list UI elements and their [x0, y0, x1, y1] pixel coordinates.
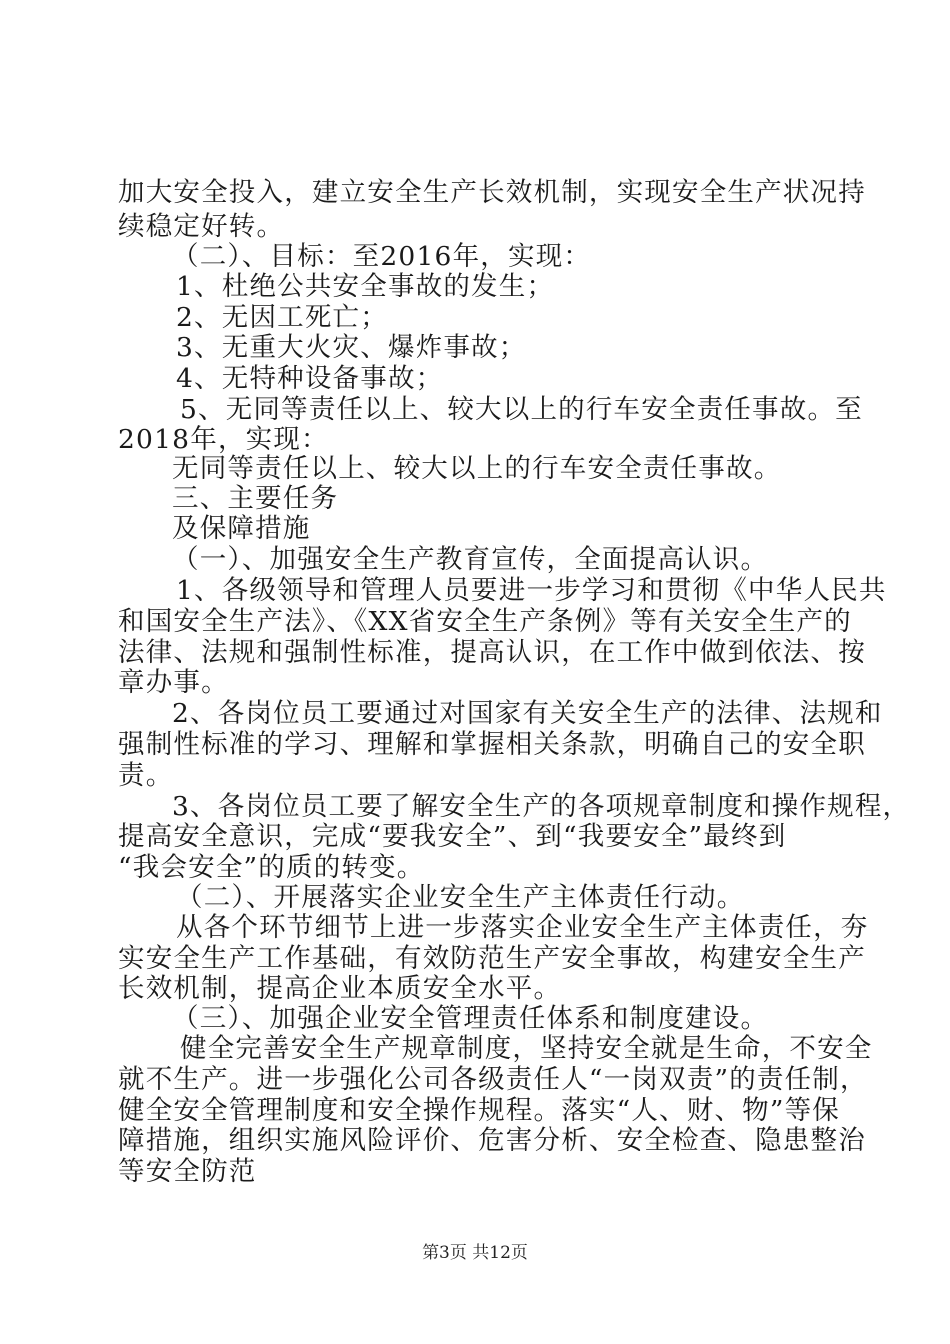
- text-line: 4、无特种设备事故；: [176, 363, 444, 394]
- text-line: 续稳定好转。: [118, 211, 285, 242]
- text-line: “我会安全”的质的转变。: [118, 852, 425, 883]
- text-line: 责。: [118, 760, 174, 791]
- text-line: 障措施，组织实施风险评价、危害分析、安全检查、隐患整治: [118, 1125, 866, 1156]
- text-line: 法律、法规和强制性标准，提高认识，在工作中做到依法、按: [118, 637, 866, 668]
- text-line: 健全完善安全生产规章制度，坚持安全就是生命，不安全: [180, 1033, 873, 1064]
- text-line: 长效机制，提高企业本质安全水平。: [118, 973, 562, 1004]
- text-line: 章办事。: [118, 667, 229, 698]
- text-line: （一）、加强安全生产教育宣传，全面提高认识。: [172, 544, 769, 575]
- text-line: （三）、加强企业安全管理责任体系和制度建设。: [172, 1003, 769, 1034]
- text-line: 无同等责任以上、较大以上的行车安全责任事故。: [172, 453, 782, 484]
- text-line: 2、各岗位员工要通过对国家有关安全生产的法律、法规和: [172, 698, 883, 729]
- text-line: 1、杜绝公共安全事故的发生；: [176, 271, 555, 302]
- text-line: 2、无因工死亡；: [176, 302, 388, 333]
- text-line: 就不生产。进一步强化公司各级责任人“一岗双责”的责任制，: [118, 1064, 868, 1095]
- text-line: 健全安全管理制度和安全操作规程。落实“人、财、物”等保: [118, 1095, 840, 1126]
- text-line: 及保障措施: [172, 513, 311, 544]
- page-number-footer: 第3页 共12页: [422, 1243, 528, 1263]
- text-line: 强制性标准的学习、理解和掌握相关条款，明确自己的安全职: [118, 729, 866, 760]
- text-line: 5、无同等责任以上、较大以上的行车安全责任事故。至: [180, 394, 863, 425]
- text-line: 3、无重大火灾、爆炸事故；: [176, 332, 527, 363]
- text-line: 等安全防范: [118, 1156, 257, 1187]
- text-line: 从各个环节细节上进一步落实企业安全生产主体责任，夯: [176, 912, 869, 943]
- text-line: （二）、目标：至2016年，实现：: [172, 241, 592, 272]
- text-line: 2018年，实现：: [118, 424, 329, 455]
- text-line: （二）、开展落实企业安全生产主体责任行动。: [176, 882, 745, 913]
- text-line: 实安全生产工作基础，有效防范生产安全事故，构建安全生产: [118, 943, 866, 974]
- text-line: 3、各岗位员工要了解安全生产的各项规章制度和操作规程，: [172, 791, 911, 822]
- text-line: 和国安全生产法》、《XX省安全生产条例》等有关安全生产的: [118, 606, 852, 637]
- text-line: 三、主要任务: [172, 483, 339, 514]
- text-line: 1、各级领导和管理人员要进一步学习和贯彻《中华人民共: [176, 575, 887, 606]
- text-line: 提高安全意识，完成“要我安全”、到“我要安全”最终到: [118, 821, 787, 852]
- text-line: 加大安全投入，建立安全生产长效机制，实现安全生产状况持: [118, 177, 866, 208]
